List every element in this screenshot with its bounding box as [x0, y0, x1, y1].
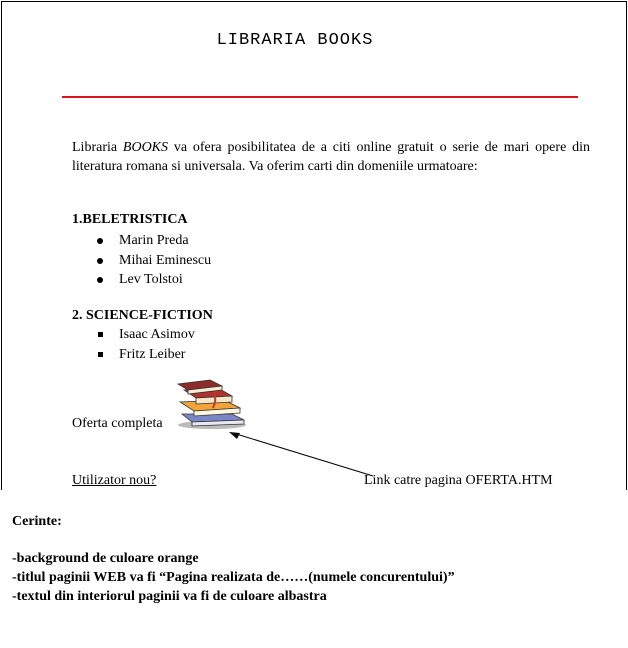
requirement-item: -background de culoare orange — [12, 551, 199, 566]
page-title: LIBRARIA BOOKS — [216, 31, 374, 50]
list-item-label: Isaac Asimov — [119, 327, 195, 342]
beletristica-list — [97, 231, 211, 290]
science-fiction-list — [97, 325, 195, 364]
bullet-icon — [97, 277, 103, 283]
list-item-label: Lev Tolstoi — [119, 272, 183, 287]
bullet-icon — [97, 258, 103, 264]
list-item-label: Marin Preda — [119, 233, 189, 248]
intro-brand: BOOKS — [122, 140, 169, 155]
red-divider — [62, 96, 578, 98]
list-item-label: Fritz Leiber — [119, 346, 186, 362]
bullet-icon — [97, 238, 103, 244]
section-heading-science-fiction: 2. SCIENCE-FICTION — [72, 308, 213, 323]
requirement-item: -titlul paginii WEB va fi “Pagina realizata de……(numele concurentului)” — [12, 570, 455, 585]
square-bullet-icon — [98, 352, 103, 357]
square-bullet-icon — [98, 332, 103, 337]
list-item — [97, 325, 195, 345]
link-annotation: Link catre pagina OFERTA.HTM — [364, 473, 553, 488]
intro-paragraph — [72, 138, 590, 176]
section-heading-beletristica: 1.BELETRISTICA — [72, 212, 188, 227]
requirements-heading: Cerinte: — [12, 514, 62, 529]
list-item — [97, 345, 195, 365]
list-item-label: Mihai Eminescu — [119, 252, 212, 268]
list-item — [97, 270, 211, 290]
new-user-link[interactable]: Utilizator nou? — [72, 473, 157, 488]
intro-text-start: Libraria — [72, 140, 123, 155]
list-item — [97, 231, 211, 251]
annotation-arrow — [225, 428, 375, 478]
books-stack-icon[interactable] — [174, 378, 250, 430]
requirement-item: -textul din interiorul paginii va fi de culoare albastra — [12, 589, 327, 604]
intro-text-end: va ofera posibilitatea de a citi online gratuit o serie de mari opere din literatura romana si universala. Va oferim carti din domeniile urmatoare: — [72, 140, 590, 174]
list-item — [97, 251, 211, 271]
full-offer-label: Oferta completa — [72, 416, 163, 431]
